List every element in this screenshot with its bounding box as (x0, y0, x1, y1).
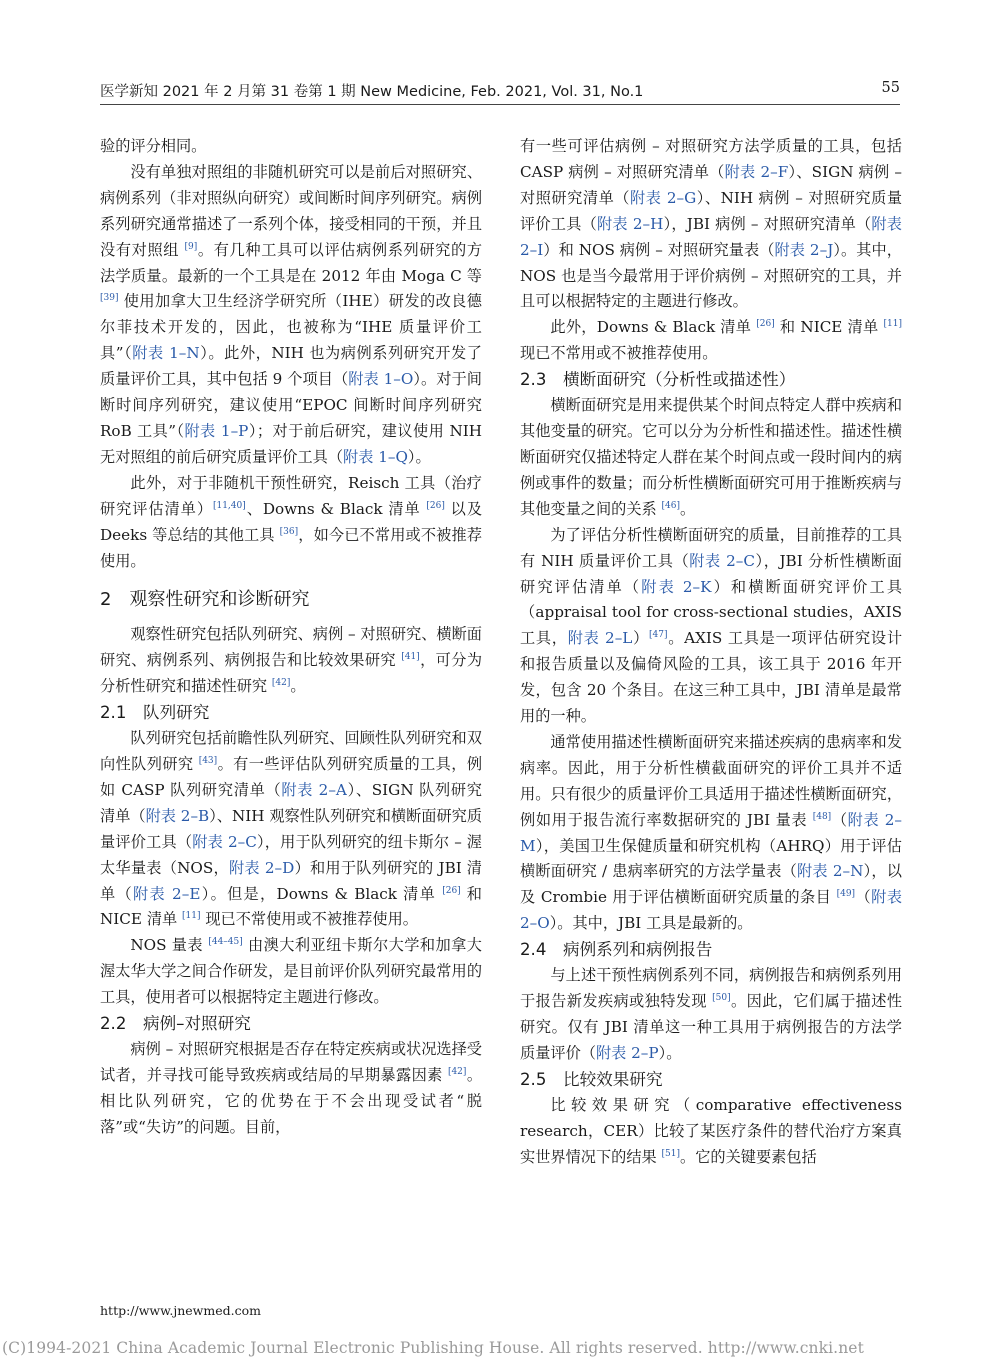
citation-link[interactable]: [36] (279, 526, 299, 537)
paragraph: 有一些可评估病例 – 对照研究方法学质量的工具，包括 CASP 病例 – 对照研究清单（附表 2–F）、SIGN 病例 – 对照研究清单（附表 2–G）、NIH 病例 – 对照研究质量评价工具（附表 2–H），JBI 病例 – 对照研究清单（附表 2–I）和 NOS 病例 – 对照研究量表（附表 2–J）。其中，NOS 也是当今最常用于评价病例 – 对照研究的工具，并且可以根据特定的主题进行修改。 (520, 137, 903, 311)
appendix-link[interactable]: 附表 2–I (520, 214, 902, 259)
citation-link[interactable]: [26] (756, 319, 775, 330)
citation-link[interactable]: [51] (661, 1148, 680, 1159)
page-number: 55 (881, 80, 900, 96)
appendix-link[interactable]: 附表 2–M (520, 810, 903, 855)
paragraph: 观察性研究包括队列研究、病例 – 对照研究、横断面研究、病例系列、病例报告和比较效果研究 [41]，可分为分析性研究和描述性研究 [42]。 (100, 625, 482, 696)
left-column (100, 134, 482, 1141)
appendix-link[interactable]: 附表 1–N (132, 344, 200, 363)
paragraph: 病例 – 对照研究根据是否存在特定疾病或状况选择受试者，并寻找可能导致疾病或结局的早期暴露因素 [42]。相比队列研究，它的优势在于不会出现受试者“脱落”或“失访”的问题。目前， (100, 1040, 482, 1136)
journal-citation: 医学新知 2021 年 2 月第 31 卷第 1 期 New Medicine, Feb. 2021, Vol. 31, No.1 (100, 84, 644, 100)
appendix-link[interactable]: 附表 2–H (597, 214, 664, 233)
citation-link[interactable]: [42] (271, 678, 291, 689)
paragraph: 验的评分相同。 (100, 137, 207, 155)
citation-link[interactable]: [48] (812, 811, 832, 822)
header-rule (100, 104, 900, 105)
citation-link[interactable]: [49] (836, 889, 856, 900)
appendix-link[interactable]: 附表 2–J (774, 240, 834, 259)
citation-link[interactable]: [11] (883, 319, 902, 330)
appendix-link[interactable]: 附表 2–L (567, 629, 633, 648)
citation-link[interactable]: [42] (447, 1066, 467, 1077)
citation-link[interactable]: [50] (712, 993, 731, 1004)
citation-link[interactable]: [44–45] (208, 937, 243, 948)
citation-link[interactable]: [39] (100, 293, 119, 304)
citation-link[interactable]: [11,40] (212, 500, 246, 511)
appendix-link[interactable]: 附表 2–B (145, 806, 210, 825)
citation-link[interactable]: [43] (198, 755, 218, 766)
subsection-heading: 2.4 病例系列和病例报告 (520, 940, 713, 960)
appendix-link[interactable]: 附表 1–O (348, 370, 414, 389)
paragraph: 与上述干预性病例系列不同，病例报告和病例系列用于报告新发疾病或独特发现 [50]。因此，它们属于描述性研究。仅有 JBI 清单这一种工具用于病例报告的方法学质量评价（附表 2–P）。 (520, 966, 902, 1062)
citation-link[interactable]: [26] (426, 500, 445, 511)
appendix-link[interactable]: 附表 2–F (724, 162, 789, 181)
paragraph: 通常使用描述性横断面研究来描述疾病的患病率和发病率。因此，用于分析性横截面研究的评价工具并不适用。只有很少的质量评价工具适用于描述性横断面研究，例如用于报告流行率数据研究的 JBI 量表 [48]（附表 2–M），美国卫生保健质量和研究机构（AHRQ）用于评估横断面研究 / 患病率研究的方法学量表（附表 2–N），以及 Crombie 用于评估横断面研究质量的条目 [49]（附表 2–O）。其中，JBI 工具是最新的。 (520, 732, 903, 933)
citation-link[interactable]: [9] (184, 241, 198, 252)
appendix-link[interactable]: 附表 2–O (520, 888, 903, 933)
citation-link[interactable]: [46] (661, 500, 680, 511)
paragraph: 横断面研究是用来提供某个时间点特定人群中疾病和其他变量的研究。它可以分为分析性和描述性。描述性横断面研究仅描述特定人群在某个时间点或一段时间内的病例或事件的数量；而分析性横断面研究可用于推断疾病与其他变量之间的关系 [46]。 (520, 396, 902, 518)
subsection-heading: 2.2 病例–对照研究 (100, 1014, 251, 1034)
citation-link[interactable]: [41] (401, 652, 420, 663)
copyright-watermark: (C)1994-2021 China Academic Journal Electronic Publishing House. All rights reserved. http://www.cnki.net (2, 1339, 864, 1357)
running-header (100, 80, 900, 101)
appendix-link[interactable]: 附表 2–D (228, 858, 295, 877)
paragraph: 此外，对于非随机干预性研究，Reisch 工具（治疗研究评估清单）[11,40]、Downs & Black 清单 [26] 以及 Deeks 等总结的其他工具 [36]，如今已不常用或不被推荐使用。 (100, 473, 483, 570)
appendix-link[interactable]: 附表 2–C (192, 832, 257, 851)
subsection-heading: 2.3 横断面研究（分析性或描述性） (520, 370, 796, 390)
paragraph: 没有单独对照组的非随机研究可以是前后对照研究、病例系列（非对照纵向研究）或间断时间序列研究。病例系列研究通常描述了一系列个体，接受相同的干预，并且没有对照组 [9]。有几种工具可以评估病例系列研究的方法学质量。最新的一个工具是在 2012 年由 Moga C 等 [39] 使用加拿大卫生经济学研究所（IHE）研发的改良德尔菲技术开发的，因此，也被称为“IHE 质量评价工具”（附表 1–N）。此外，NIH 也为病例系列研究开发了质量评价工具，其中包括 9 个项目（附表 1–O）。对于间断时间序列研究，建议使用“EPOC 间断时间序列研究 RoB 工具”（附表 1–P）；对于前后研究，建议使用 NIH 无对照组的前后研究质量评价工具（附表 1–Q）。 (100, 162, 483, 466)
appendix-link[interactable]: 附表 2–G (630, 188, 697, 207)
appendix-link[interactable]: 附表 1–P (184, 421, 249, 440)
paragraph: 比较效果研究（comparative effectiveness research，CER）比较了某医疗条件的替代治疗方案真实世界情况下的结果 [51]。它的关键要素包括 (520, 1095, 902, 1166)
appendix-link[interactable]: 附表 2–K (641, 577, 712, 596)
appendix-link[interactable]: 附表 2–N (797, 862, 864, 881)
citation-link[interactable]: [26] (442, 885, 461, 896)
citation-link[interactable]: [47] (649, 630, 668, 641)
citation-link[interactable]: [11] (182, 911, 201, 922)
paragraph: 为了评估分析性横断面研究的质量，目前推荐的工具有 NIH 质量评价工具（附表 2–C），JBI 分析性横断面研究评估清单（附表 2–K）和横断面研究评价工具（appraisal tool for cross-sectional studies，AXIS 工具，附表 2–L）[47]。AXIS 工具是一项评估研究设计和报告质量以及偏倚风险的工具，该工具于 2016 年开发，包含 20 个条目。在这三种工具中，JBI 清单是最常用的一种。 (520, 525, 903, 726)
section-heading: 2 观察性研究和诊断研究 (100, 589, 310, 611)
journal-url-link[interactable]: http://www.jnewmed.com (100, 1303, 261, 1318)
appendix-link[interactable]: 附表 2–P (595, 1043, 659, 1062)
subsection-heading: 2.1 队列研究 (100, 703, 210, 723)
appendix-link[interactable]: 附表 2–A (281, 780, 347, 799)
paragraph: 此外，Downs & Black 清单 [26] 和 NICE 清单 [11] 现已不常用或不被推荐使用。 (520, 318, 902, 363)
paragraph: NOS 量表 [44–45] 由澳大利亚纽卡斯尔大学和加拿大渥太华大学之间合作研发，是目前评价队列研究最常用的工具，使用者可以根据特定主题进行修改。 (100, 936, 482, 1007)
appendix-link[interactable]: 附表 2–E (132, 884, 201, 903)
subsection-heading: 2.5 比较效果研究 (520, 1069, 663, 1089)
paragraph: 队列研究包括前瞻性队列研究、回顾性队列研究和双向性队列研究 [43]。有一些评估队列研究质量的工具，例如 CASP 队列研究清单（附表 2–A）、SIGN 队列研究清单（附表 2–B）、NIH 观察性队列研究和横断面研究质量评价工具（附表 2–C），用于队列研究的纽卡斯尔 – 渥太华量表（NOS，附表 2–D）和用于队列研究的 JBI 清单（附表 2–E）。但是，Downs & Black 清单 [26] 和 NICE 清单 [11] 现已不常使用或不被推荐使用。 (100, 729, 483, 929)
appendix-link[interactable]: 附表 2–C (689, 551, 755, 570)
right-column (520, 134, 902, 1171)
appendix-link[interactable]: 附表 1–Q (343, 447, 408, 466)
